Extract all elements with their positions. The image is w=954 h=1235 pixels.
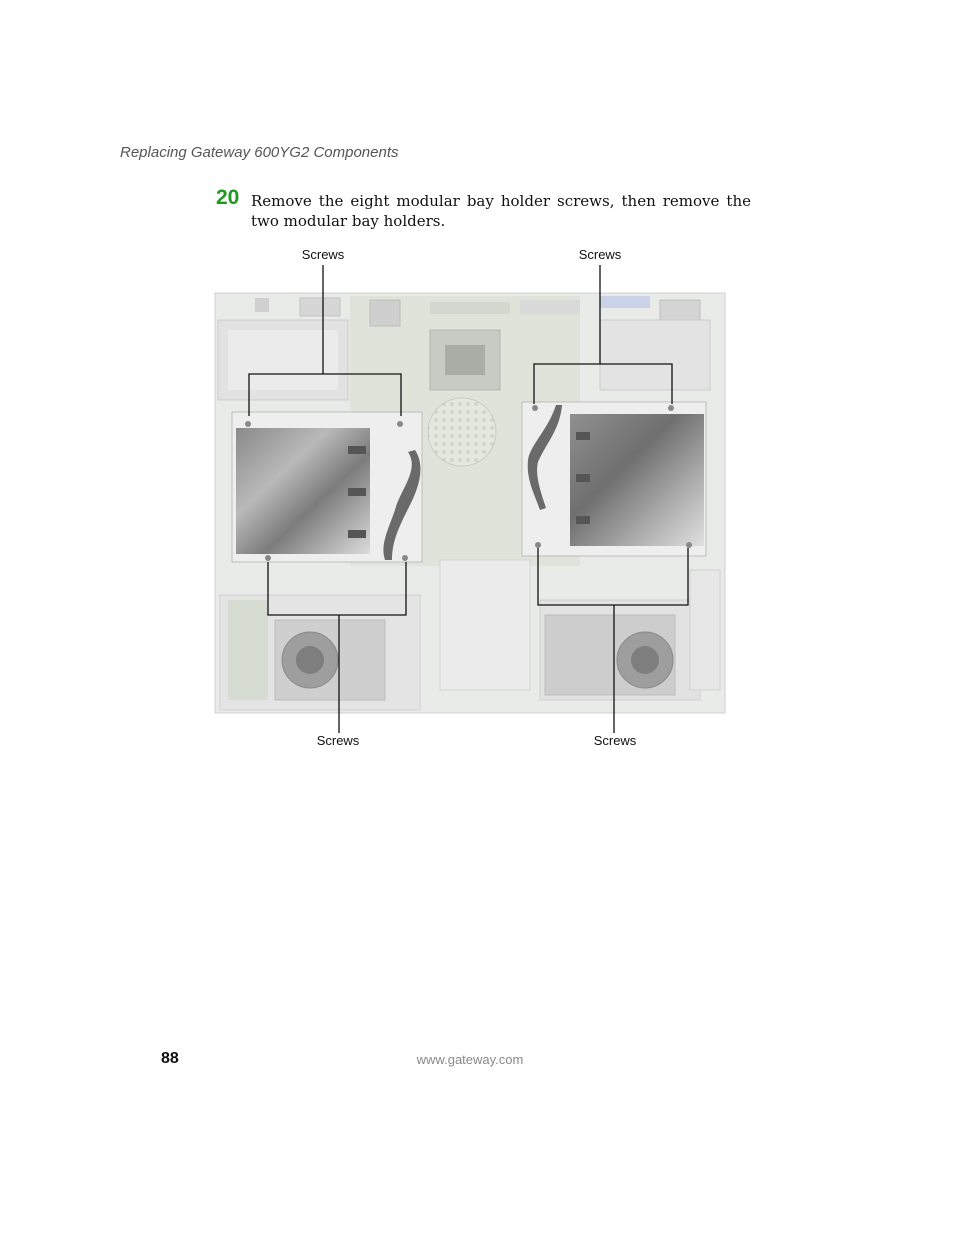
callout-screws-top-right: Screws	[578, 247, 622, 262]
page-number: 88	[161, 1050, 179, 1067]
callout-screws-top-left: Screws	[301, 247, 345, 262]
footer-url[interactable]: www.gateway.com	[416, 1052, 524, 1067]
left-bay-holder	[232, 412, 422, 562]
callout-screws-bottom-left: Screws	[316, 733, 360, 748]
heatsink-grid	[428, 398, 496, 466]
running-header: Replacing Gateway 600YG2 Components	[120, 144, 399, 161]
step-number: 20	[216, 186, 240, 209]
callout-screws-bottom-right: Screws	[593, 733, 637, 748]
step-instruction: Remove the eight modular bay holder screws, then remove the two modular bay holders.	[251, 192, 751, 230]
right-bay-holder	[522, 402, 706, 556]
